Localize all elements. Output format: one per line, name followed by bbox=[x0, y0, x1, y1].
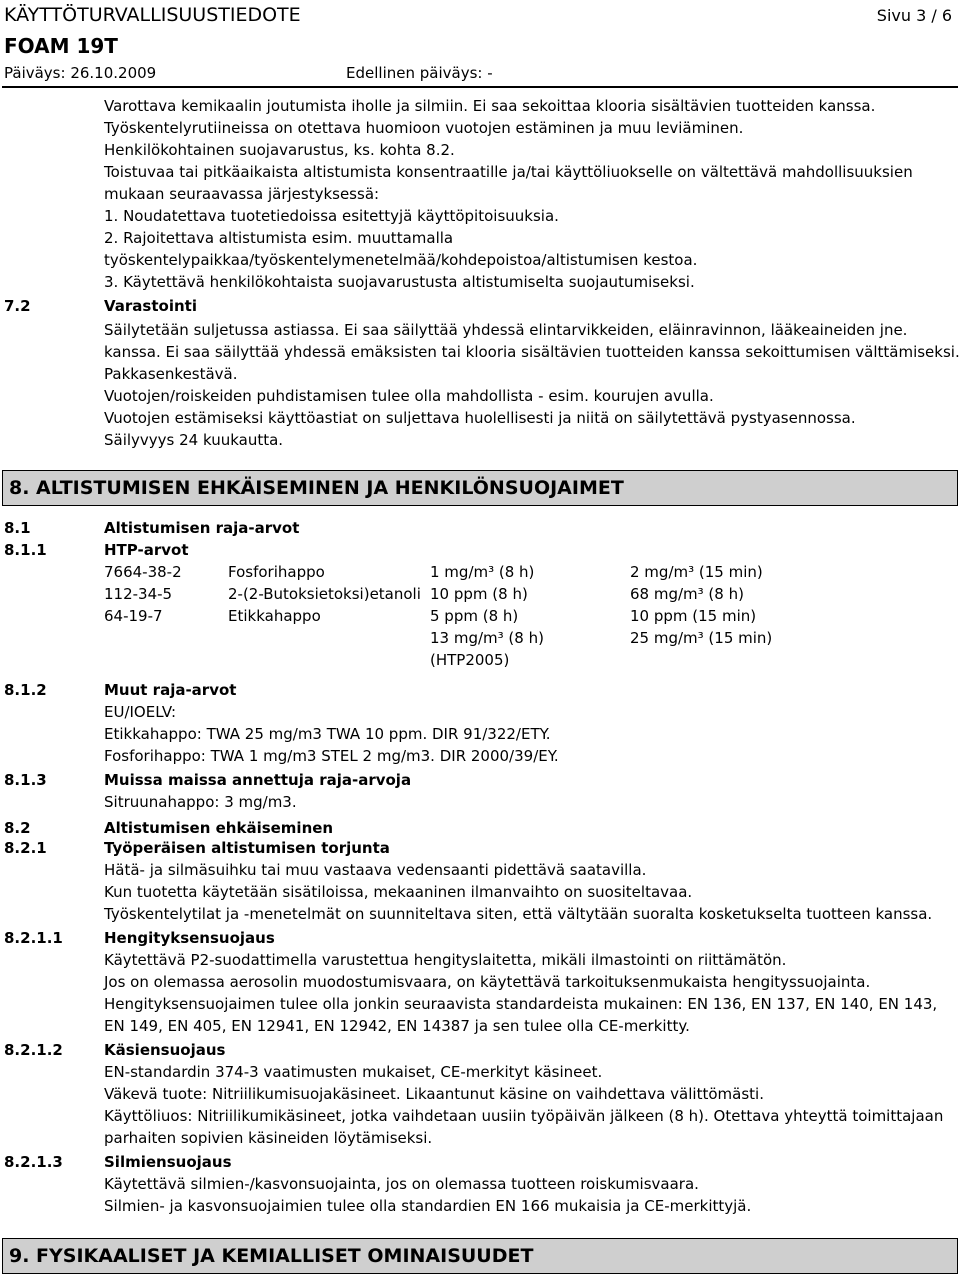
section-9-title: 9. FYSIKAALISET JA KEMIALLISET OMINAISUUDET bbox=[9, 1245, 534, 1267]
htp-value-8h: 1 mg/m³ (8 h) bbox=[430, 563, 535, 581]
htp-value-15min: 68 mg/m³ (8 h) bbox=[630, 585, 744, 603]
section-9-heading-bar bbox=[2, 1238, 958, 1274]
storage-line: Vuotojen estämiseksi käyttöastiat on suljettava huolellisesti ja niitä on säilytettävä pystyasennossa. bbox=[104, 409, 856, 427]
document-title: KÄYTTÖTURVALLISUUSTIEDOTE bbox=[4, 4, 301, 26]
section-number-8-2-1: 8.2.1 bbox=[4, 839, 47, 857]
occupational-control-line: Kun tuotetta käytetään sisätiloissa, mekaaninen ilmanvaihto on suositeltavaa. bbox=[104, 883, 693, 901]
handling-line: Varottava kemikaalin joutumista iholle ja silmiin. Ei saa sekoittaa klooria sisältävien tuotteiden kanssa. bbox=[104, 97, 876, 115]
exposure-limits-heading: Altistumisen raja-arvot bbox=[104, 519, 300, 537]
hand-protection-heading: Käsiensuojaus bbox=[104, 1041, 226, 1059]
htp-cas: 112-34-5 bbox=[104, 585, 173, 603]
htp-value-15min: 2 mg/m³ (15 min) bbox=[630, 563, 763, 581]
htp-substance: Etikkahappo bbox=[228, 607, 321, 625]
htp-cas: 64-19-7 bbox=[104, 607, 163, 625]
section-number-7-2: 7.2 bbox=[4, 297, 31, 315]
hand-protection-line: EN-standardin 374-3 vaatimusten mukaiset, CE-merkityt käsineet. bbox=[104, 1063, 603, 1081]
product-name: FOAM 19T bbox=[4, 34, 118, 58]
handling-line: työskentelypaikkaa/työskentelymenetelmää/kohdepoistoa/altistumisen kestoa. bbox=[104, 251, 698, 269]
respiratory-protection-line: EN 149, EN 405, EN 12941, EN 12942, EN 14387 ja sen tulee olla CE-merkitty. bbox=[104, 1017, 690, 1035]
handling-line: 1. Noudatettava tuotetiedoissa esitettyjä käyttöpitoisuuksia. bbox=[104, 207, 559, 225]
htp-heading: HTP-arvot bbox=[104, 541, 189, 559]
hand-protection-line: parhaiten sopivien käsineiden löytämiseksi. bbox=[104, 1129, 433, 1147]
handling-line: Henkilökohtainen suojavarustus, ks. kohta 8.2. bbox=[104, 141, 455, 159]
respiratory-protection-line: Hengityksensuojaimen tulee olla jonkin seuraavista standardeista mukainen: EN 136, EN 137, EN 140, EN 143, bbox=[104, 995, 938, 1013]
storage-line: Säilytetään suljetussa astiassa. Ei saa säilyttää yhdessä elintarvikkeiden, eläinravinnon, lääkeaineiden jne. bbox=[104, 321, 908, 339]
storage-heading: Varastointi bbox=[104, 297, 197, 315]
storage-line: Vuotojen/roiskeiden puhdistamisen tulee olla mahdollista - esim. kourujen avulla. bbox=[104, 387, 714, 405]
section-number-8-1-3: 8.1.3 bbox=[4, 771, 47, 789]
section-number-8-1-1: 8.1.1 bbox=[4, 541, 47, 559]
handling-line: 2. Rajoitettava altistumista esim. muuttamalla bbox=[104, 229, 454, 247]
htp-value-8h: 5 ppm (8 h) bbox=[430, 607, 519, 625]
section-number-8-2-1-2: 8.2.1.2 bbox=[4, 1041, 63, 1059]
other-countries-line: Sitruunahappo: 3 mg/m3. bbox=[104, 793, 297, 811]
other-limits-line: Fosforihappo: TWA 1 mg/m3 STEL 2 mg/m3. DIR 2000/39/EY. bbox=[104, 747, 559, 765]
htp-value-15min: 10 ppm (15 min) bbox=[630, 607, 757, 625]
storage-line: kanssa. Ei saa säilyttää yhdessä emäksisten tai klooria sisältävien tuotteiden kanssa sekoittumisen välttämiseksi. bbox=[104, 343, 960, 361]
handling-line: Työskentelyrutiineissa on otettava huomioon vuotojen estäminen ja muu leviäminen. bbox=[104, 119, 744, 137]
storage-line: Pakkasenkestävä. bbox=[104, 365, 238, 383]
exposure-control-heading: Altistumisen ehkäiseminen bbox=[104, 819, 334, 837]
other-limits-heading: Muut raja-arvot bbox=[104, 681, 237, 699]
previous-date: Edellinen päiväys: - bbox=[346, 64, 493, 82]
htp-substance: 2-(2-Butoksietoksi)etanoli bbox=[228, 585, 421, 603]
section-8-title: 8. ALTISTUMISEN EHKÄISEMINEN JA HENKILÖNSUOJAIMET bbox=[9, 477, 624, 499]
occupational-control-line: Hätä- ja silmäsuihku tai muu vastaava vedensaanti pidettävä saatavilla. bbox=[104, 861, 647, 879]
other-limits-line: EU/IOELV: bbox=[104, 703, 177, 721]
respiratory-protection-line: Jos on olemassa aerosolin muodostumisvaara, on käytettävä tarkoituksenmukaista hengityssuojainta. bbox=[104, 973, 871, 991]
occupational-control-line: Työskentelytilat ja -menetelmät on suunniteltava siten, että vältytään suoralta kosketukselta tuotteen kanssa. bbox=[104, 905, 933, 923]
section-number-8-1-2: 8.1.2 bbox=[4, 681, 47, 699]
other-countries-heading: Muissa maissa annettuja raja-arvoja bbox=[104, 771, 412, 789]
section-number-8-2: 8.2 bbox=[4, 819, 31, 837]
section-8-heading-bar bbox=[2, 470, 958, 506]
occupational-control-heading: Työperäisen altistumisen torjunta bbox=[104, 839, 390, 857]
hand-protection-line: Käyttöliuos: Nitriilikumikäsineet, jotka vaihdetaan uusiin työpäivän jälkeen (8 h). Otettava yhteyttä toimittajaan bbox=[104, 1107, 944, 1125]
handling-line: 3. Käytettävä henkilökohtaista suojavarustusta altistumiselta suojautumiseksi. bbox=[104, 273, 695, 291]
hand-protection-line: Väkevä tuote: Nitriilikumisuojakäsineet. Likaantunut käsine on vaihdettava välittömästi. bbox=[104, 1085, 764, 1103]
eye-protection-heading: Silmiensuojaus bbox=[104, 1153, 232, 1171]
header-divider bbox=[2, 86, 958, 88]
handling-line: Toistuvaa tai pitkäaikaista altistumista konsentraatille ja/tai käyttöliuokselle on vältettävä mahdollisuuksien bbox=[104, 163, 913, 181]
eye-protection-line: Käytettävä silmien-/kasvonsuojainta, jos on olemassa tuotteen roiskumisvaara. bbox=[104, 1175, 699, 1193]
section-number-8-2-1-1: 8.2.1.1 bbox=[4, 929, 63, 947]
storage-line: Säilyvyys 24 kuukautta. bbox=[104, 431, 284, 449]
htp-value-8h: 13 mg/m³ (8 h) bbox=[430, 629, 544, 647]
htp-value-8h: 10 ppm (8 h) bbox=[430, 585, 528, 603]
handling-line: mukaan seuraavassa järjestyksessä: bbox=[104, 185, 380, 203]
issue-date: Päiväys: 26.10.2009 bbox=[4, 64, 157, 82]
eye-protection-line: Silmien- ja kasvonsuojaimien tulee olla standardien EN 166 mukaisia ja CE-merkittyjä. bbox=[104, 1197, 752, 1215]
respiratory-protection-line: Käytettävä P2-suodattimella varustettua hengityslaitetta, mikäli ilmastointi on riittämätön. bbox=[104, 951, 787, 969]
htp-cas: 7664-38-2 bbox=[104, 563, 182, 581]
htp-substance: Fosforihappo bbox=[228, 563, 325, 581]
respiratory-protection-heading: Hengityksensuojaus bbox=[104, 929, 275, 947]
other-limits-line: Etikkahappo: TWA 25 mg/m3 TWA 10 ppm. DIR 91/322/ETY. bbox=[104, 725, 551, 743]
htp-source: (HTP2005) bbox=[430, 651, 510, 669]
page-number: Sivu 3 / 6 bbox=[876, 6, 952, 25]
htp-value-15min: 25 mg/m³ (15 min) bbox=[630, 629, 773, 647]
section-number-8-1: 8.1 bbox=[4, 519, 31, 537]
section-number-8-2-1-3: 8.2.1.3 bbox=[4, 1153, 63, 1171]
